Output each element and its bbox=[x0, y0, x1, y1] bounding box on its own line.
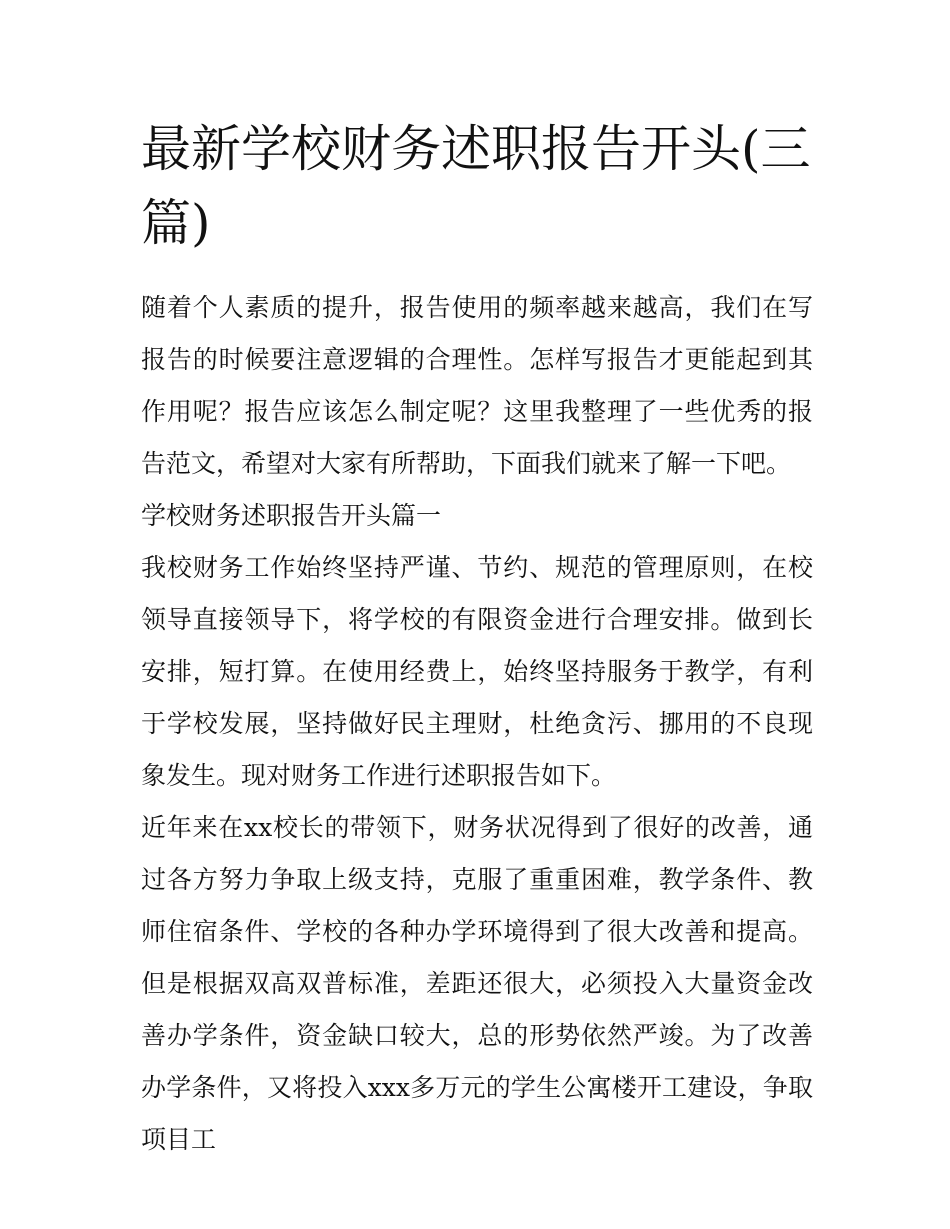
intro-paragraph: 随着个人素质的提升，报告使用的频率越来越高，我们在写报告的时候要注意逻辑的合理性。怎样写报告才更能起到其作用呢？报告应该怎么制定呢？这里我整理了一些优秀的报告范文，希望对大家有所帮助，下面我们就来了解一下吧。 bbox=[141, 293, 813, 478]
body-paragraph: 我校财务工作始终坚持严谨、节约、规范的管理原则，在校领导直接领导下，将学校的有限资金进行合理安排。做到长安排，短打算。在使用经费上，始终坚持服务于教学，有利于学校发展，坚持做好民主理财，杜绝贪污、挪用的不良现象发生。现对财务工作进行述职报告如下。 bbox=[141, 553, 813, 790]
document-title: 最新学校财务述职报告开头(三篇) bbox=[141, 120, 811, 252]
document-body bbox=[141, 112, 813, 1166]
section-heading: 学校财务述职报告开头篇一 bbox=[141, 501, 442, 530]
body-paragraph: 近年来在xx校长的带领下，财务状况得到了很好的改善，通过各方努力争取上级支持，克服了重重困难，教学条件、教师住宿条件、学校的各种办学环境得到了很大改善和提高。但是根据双高双普标准，差距还很大，必须投入大量资金改善办学条件，资金缺口较大，总的形势依然严竣。为了改善办学条件，又将投入xxx多万元的学生公寓楼开工建设，争取项目工 bbox=[141, 813, 813, 1154]
